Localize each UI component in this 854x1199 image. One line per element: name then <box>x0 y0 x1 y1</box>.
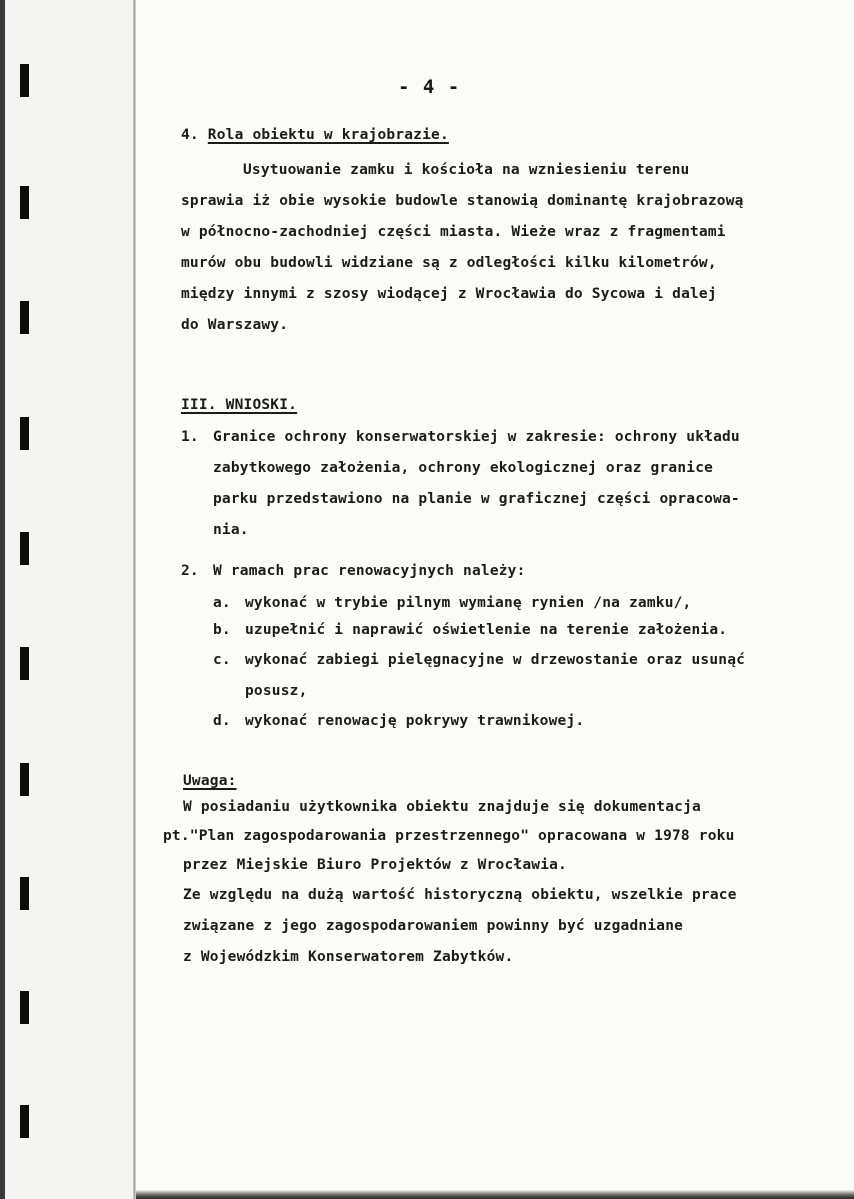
subitem-d-letter: d. <box>213 713 231 729</box>
punch-mark <box>20 991 29 1024</box>
note-line: z Wojewódzkim Konserwatorem Zabytków. <box>183 949 514 965</box>
subitem-b-text: uzupełnić i naprawić oświetlenie na terenie założenia. <box>245 622 728 638</box>
item-1-line: parku przedstawiono na planie w graficznej części opracowa- <box>213 491 740 507</box>
item-1-number: 1. <box>181 429 199 445</box>
section-4-line: do Warszawy. <box>181 317 289 333</box>
note-heading: Uwaga: <box>183 773 237 789</box>
punch-mark <box>20 301 29 334</box>
section-4-line: w północno-zachodniej części miasta. Wieże wraz z fragmentami <box>181 224 726 240</box>
section-4-line: sprawia iż obie wysokie budowle stanowią dominantę krajobrazową <box>181 193 744 209</box>
item-1-line: nia. <box>213 522 249 538</box>
note-line: W posiadaniu użytkownika obiektu znajduje się dokumentacja <box>183 799 701 815</box>
subitem-a-letter: a. <box>213 595 231 611</box>
note-line: pt."Plan zagospodarowania przestrzennego" opracowana w 1978 roku <box>163 828 735 844</box>
page-left-edge <box>0 0 5 1199</box>
note-line: związane z jego zagospodarowaniem powinny być uzgadniane <box>183 918 684 934</box>
subitem-b-letter: b. <box>213 622 231 638</box>
page-bottom-edge <box>136 1190 854 1199</box>
section-4-heading-text: Rola obiektu w krajobrazie. <box>207 127 449 143</box>
subitem-c-text: posusz, <box>245 683 308 699</box>
punch-mark <box>20 532 29 565</box>
subitem-d-text: wykonać renowację pokrywy trawnikowej. <box>245 713 585 729</box>
subitem-c-letter: c. <box>213 652 231 668</box>
punch-mark <box>20 1105 29 1138</box>
punch-mark <box>20 877 29 910</box>
page-number: - 4 - <box>398 76 461 98</box>
section-iii-heading: III. WNIOSKI. <box>181 397 298 413</box>
punch-mark <box>20 763 29 796</box>
section-4-heading <box>181 128 449 143</box>
item-2-number: 2. <box>181 563 199 579</box>
note-line: przez Miejskie Biuro Projektów z Wrocławia. <box>183 857 567 873</box>
item-1-line: zabytkowego założenia, ochrony ekologicznej oraz granice <box>213 460 714 476</box>
section-4-line: murów obu budowli widziane są z odległości kilku kilometrów, <box>181 255 717 271</box>
section-4-line: między innymi z szosy wiodącej z Wrocławia do Sycowa i dalej <box>181 286 717 302</box>
punch-mark <box>20 417 29 450</box>
section-4-heading-number: 4. <box>181 127 208 143</box>
note-line: Ze względu na dużą wartość historyczną obiektu, wszelkie prace <box>183 887 737 903</box>
subitem-a-text: wykonać w trybie pilnym wymianę rynien /na zamku/, <box>245 595 692 611</box>
punch-mark <box>20 647 29 680</box>
item-2-intro: W ramach prac renowacyjnych należy: <box>213 563 526 579</box>
subitem-c-text: wykonać zabiegi pielęgnacyjne w drzewostanie oraz usunąć <box>245 652 746 668</box>
section-4-line: Usytuowanie zamku i kościoła na wzniesieniu terenu <box>243 162 690 178</box>
punch-mark <box>20 186 29 219</box>
item-1-line: Granice ochrony konserwatorskiej w zakresie: ochrony układu <box>213 429 740 445</box>
punch-mark <box>20 64 29 97</box>
binding-fold-line <box>133 0 136 1199</box>
